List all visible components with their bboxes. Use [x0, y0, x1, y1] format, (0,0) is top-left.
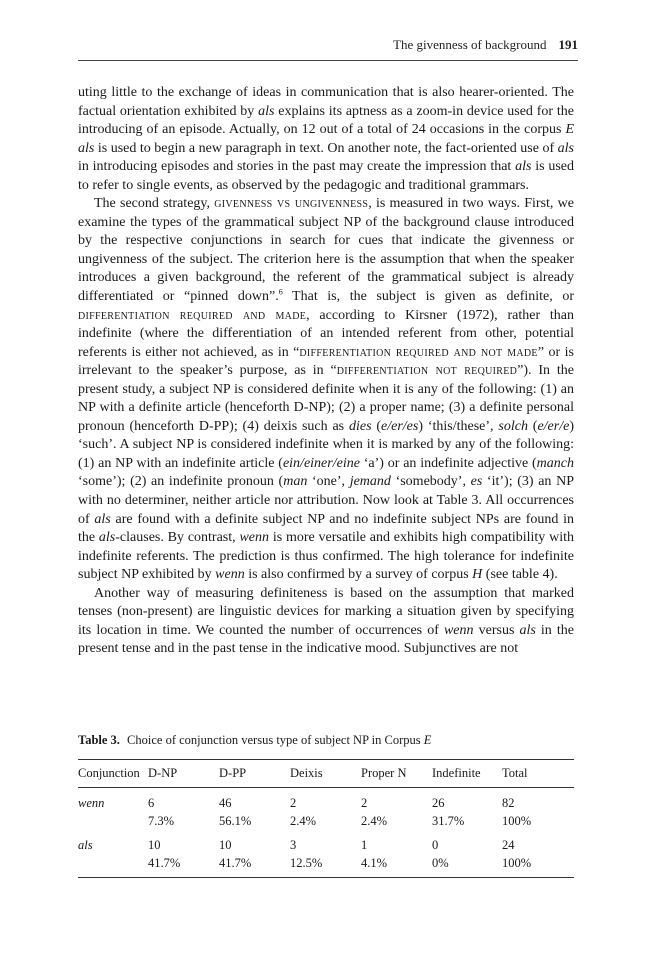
table-row [78, 813, 574, 831]
percent-cell: 2.4% [361, 813, 388, 828]
text-run: (see table 4). [482, 567, 558, 583]
italic-term: wenn [239, 530, 270, 546]
italic-term: man [283, 474, 308, 490]
italic-term: als [519, 622, 536, 638]
running-title: The givenness of background [393, 37, 547, 52]
text-run: Another way of measuring definiteness is based on the assumption that marked tenses (non-present) are linguistic devices for marking a situation given by specifying its location in time. We counted the number of occurrences of [78, 585, 574, 638]
column-header: D-PP [219, 760, 290, 788]
footnote-marker[interactable]: 6 [278, 287, 283, 297]
count-cell: 0 [432, 838, 439, 852]
italic-term: jemand [349, 474, 391, 490]
italic-term: dies [348, 418, 372, 434]
conjunction-label: wenn [78, 796, 105, 810]
count-cell: 10 [219, 838, 232, 852]
table-row [78, 830, 574, 855]
column-header: Indefinite [432, 760, 502, 788]
text-run: -clauses. By contrast, [115, 530, 240, 546]
text-run: are found with a definite subject NP and no indefinite subject NPs are found in the [78, 511, 574, 546]
italic-term: manch [536, 455, 574, 471]
column-header: Total [502, 760, 574, 788]
percent-cell: 31.7% [432, 813, 465, 828]
table-caption-text: Choice of conjunction versus type of subject NP in Corpus [127, 733, 424, 747]
percent-cell: 100% [502, 855, 574, 878]
small-caps-term: differentiation not required [336, 363, 518, 379]
text-run: is used to begin a new paragraph in text. On another note, the fact-oriented use of [94, 140, 558, 156]
count-cell: 6 [148, 796, 155, 810]
text-run: versus [473, 622, 520, 638]
count-cell: 1 [361, 838, 368, 852]
text-run: ‘a’) or an indefinite adjective ( [359, 455, 537, 471]
text-run: uting little to the exchange of ideas in communication that is also hearer-oriented. The factual orientation exhibited by [78, 85, 574, 119]
count-cell: 10 [148, 838, 161, 852]
page-number: 191 [558, 37, 578, 52]
table-header-row [78, 760, 574, 788]
small-caps-term: givenness vs ungivenness [214, 196, 369, 212]
count-cell: 2 [361, 796, 368, 810]
table-label: Table 3. [78, 733, 120, 747]
header-rule [78, 60, 578, 61]
table-row [78, 855, 574, 878]
text-run: explains its aptness as a zoom-in device used for the introducing of an episode. Actually, on 12 out of a total of 24 occasions in the corpus [78, 103, 575, 138]
text-run: ‘somebody’, [390, 474, 471, 490]
percent-cell: 41.7% [148, 855, 219, 878]
count-cell: 26 [432, 796, 445, 810]
running-head [78, 37, 578, 53]
text-run: ) ‘such’. A subject NP is considered indefinite when it is marked by any of the following: (1) an NP with an indefinite article ( [78, 418, 574, 471]
column-header: Conjunction [78, 760, 148, 788]
text-run: That is, the subject is given as definite, or [282, 289, 575, 305]
text-run: The second strategy, [94, 196, 215, 212]
italic-term: wenn [443, 622, 474, 638]
table-row [78, 788, 574, 813]
paragraph-2 [78, 195, 574, 584]
percent-cell: 41.7% [219, 855, 290, 878]
count-cell: 2 [290, 796, 297, 810]
column-header: Deixis [290, 760, 361, 788]
count-cell: 46 [219, 796, 232, 810]
italic-term: e/er/e [537, 418, 570, 434]
count-cell: 3 [290, 838, 297, 852]
small-caps-term: differentiation required and not made [299, 344, 538, 360]
italic-term: H [472, 567, 483, 583]
text-run: ” or is irrelevant to the speaker’s purpose, as in “ [78, 344, 575, 379]
italic-term: ein/einer/eine [282, 455, 360, 471]
text-run: ‘it’); (3) an NP with no determiner, neither article nor attribution. Now look at Table 3. All occurrences of [78, 474, 574, 527]
italic-term: E als [78, 122, 574, 156]
conjunction-cell [78, 830, 148, 855]
text-run: , is measured in two ways. First, we examine the types of the grammatical subject NP of the background clause introduced by the respective conjunctions in search for cues that indicate the givenness or ungivenness of the subject. The criterion here is the assumption that when the speaker introduces a given background, the referent of the grammatical subject is already differentiated or “pinned down”. [78, 196, 574, 305]
count-cell: 82 [502, 796, 515, 810]
text-run: ) ‘this/these’, [418, 418, 499, 434]
percent-cell: 0% [432, 855, 502, 878]
italic-term: wenn [215, 567, 245, 583]
text-run: ‘some’); (2) an indefinite pronoun ( [78, 474, 284, 490]
italic-term: es [470, 474, 483, 490]
text-run: in the present tense and in the past tense in the indicative mood. Subjunctives are not [78, 622, 574, 657]
italic-term: als [94, 511, 111, 527]
small-caps-term: differentiation required and made [78, 307, 307, 323]
percent-cell: 2.4% [290, 813, 317, 828]
table-caption-corpus: E [423, 733, 432, 747]
italic-term: als [515, 159, 532, 175]
column-header: D-NP [148, 760, 219, 788]
empty-cell [78, 855, 148, 878]
text-run: in introducing episodes and stories in the past may create the impression that [78, 159, 516, 175]
percent-cell: 7.3% [148, 813, 175, 828]
text-run: , according to Kirsner (1972), rather than indefinite (where the differentiation of an intended referent from other, potential referents is either not achieved, as in “ [78, 307, 574, 360]
column-header: Proper N [361, 760, 432, 788]
percent-cell: 100% [502, 813, 532, 828]
count-cell: 24 [502, 838, 515, 852]
text-run: ( [371, 418, 382, 434]
paragraph-1 [78, 84, 574, 195]
italic-term: e/​er/​es [381, 418, 419, 434]
italic-term: als [557, 140, 574, 156]
text-run: is also confirmed by a survey of corpus [244, 567, 473, 583]
italic-term: als [258, 103, 275, 119]
paragraph-3 [78, 585, 574, 659]
text-run: ”). In the present study, a subject NP is considered definite when it is any of the following: (1) an NP with a definite article (henceforth D-NP); (2) a proper name; (3) a definite personal pronoun (henceforth D-PP); (4) deixis such as [78, 363, 574, 434]
italic-term: solch [498, 418, 528, 434]
table-caption [78, 733, 431, 748]
text-run: ( [527, 418, 538, 434]
conjunction-cell [78, 788, 148, 813]
body-text [78, 84, 574, 659]
italic-term: als [98, 530, 116, 546]
data-table [78, 759, 574, 878]
percent-cell: 56.1% [219, 813, 252, 828]
text-run: is used to refer to single events, as observed by the pedagogic and traditional grammars. [78, 159, 575, 193]
conjunction-label: als [78, 838, 93, 852]
empty-cell [78, 813, 148, 831]
percent-cell: 4.1% [361, 855, 432, 878]
text-run: ‘one’, [307, 474, 350, 490]
text-run: is more versatile and exhibits high compatibility with indefinite referents. The prediction is thus confirmed. The high tolerance for indefinite subject NP exhibited by [78, 530, 574, 583]
percent-cell: 12.5% [290, 855, 361, 878]
